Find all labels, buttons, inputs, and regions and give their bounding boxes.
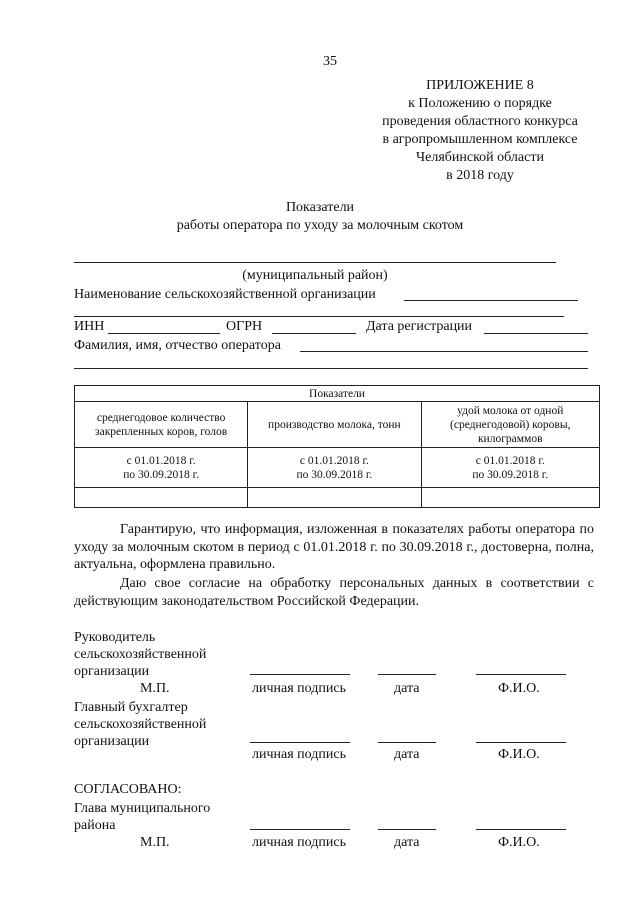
district-caption: (муниципальный район) xyxy=(242,268,388,283)
period-line: с 01.01.2018 г. xyxy=(299,454,369,467)
ogrn-label: ОГРН xyxy=(226,319,263,334)
fio-caption: Ф.И.О. xyxy=(498,835,540,850)
fio-line[interactable] xyxy=(476,674,566,675)
inn-label: ИНН xyxy=(74,319,105,334)
column-milk-yield-line: удой молока от одной xyxy=(457,404,564,417)
accountant-title-line: Главный бухгалтер xyxy=(74,700,188,715)
table-header-row xyxy=(75,386,600,402)
period-line: с 01.01.2018 г. xyxy=(475,454,545,467)
reg-date-field[interactable] xyxy=(484,333,588,334)
heading-subtitle: работы оператора по уходу за молочным скотом xyxy=(176,218,464,233)
heading-title: Показатели xyxy=(285,200,355,215)
operator-label: Фамилия, имя, отчество оператора xyxy=(74,338,281,353)
district-line[interactable] xyxy=(74,262,556,263)
column-cows-line: закрепленных коров, голов xyxy=(95,425,228,438)
org-name-field[interactable] xyxy=(404,300,578,301)
date-caption: дата xyxy=(394,681,420,696)
period-line: по 30.09.2018 г. xyxy=(472,468,549,481)
stamp-label: М.П. xyxy=(140,835,170,850)
head-title-line: сельскохозяйственной xyxy=(74,647,207,662)
column-cows xyxy=(75,402,248,448)
date-caption: дата xyxy=(394,747,420,762)
fio-line[interactable] xyxy=(476,742,566,743)
date-caption: дата xyxy=(394,835,420,850)
signature-caption: личная подпись xyxy=(252,681,346,696)
page-number: 35 xyxy=(323,54,337,69)
table-cell-period xyxy=(75,448,248,488)
table-cell-yield-value[interactable] xyxy=(421,488,600,508)
fio-line[interactable] xyxy=(476,829,566,830)
reg-date-label: Дата регистрации xyxy=(366,319,473,334)
period-line: по 30.09.2018 г. xyxy=(296,468,373,481)
appendix-line: в 2018 году xyxy=(446,168,514,183)
district-head-title-line: Глава муниципального xyxy=(74,801,211,816)
head-title-line: Руководитель xyxy=(74,630,156,645)
appendix-title: ПРИЛОЖЕНИЕ 8 xyxy=(426,78,534,93)
column-milk-yield xyxy=(421,402,600,448)
table-cell-milk-value[interactable] xyxy=(248,488,421,508)
signature-line[interactable] xyxy=(250,742,350,743)
accountant-title-line: организации xyxy=(74,734,150,749)
date-line[interactable] xyxy=(378,742,436,743)
column-milk-production xyxy=(248,402,421,448)
table-columns-row xyxy=(75,402,600,448)
appendix-line: проведения областного конкурса xyxy=(382,114,578,129)
period-line: с 01.01.2018 г. xyxy=(126,454,196,467)
indicators-table xyxy=(74,385,600,508)
consent-paragraph: Даю свое согласие на обработку персональных данных в соответствии с действующим законодательством Российской Федерации. xyxy=(74,576,594,609)
period-line: по 30.09.2018 г. xyxy=(123,468,199,481)
column-milk-yield-line: (среднегодовой) коровы, xyxy=(450,418,571,431)
appendix-line: к Положению о порядке xyxy=(408,96,552,111)
table-header: Показатели xyxy=(75,386,600,402)
signature-line[interactable] xyxy=(250,674,350,675)
date-line[interactable] xyxy=(378,674,436,675)
ogrn-field[interactable] xyxy=(272,333,356,334)
stamp-label: М.П. xyxy=(140,681,170,696)
appendix-line: в агропромышленном комплексе xyxy=(382,132,578,147)
fio-caption: Ф.И.О. xyxy=(498,681,540,696)
column-milk-yield-line: килограммов xyxy=(477,432,543,445)
operator-field-continued[interactable] xyxy=(74,368,588,369)
signature-caption: личная подпись xyxy=(252,835,346,850)
date-line[interactable] xyxy=(378,829,436,830)
table-cell-period xyxy=(248,448,421,488)
guarantee-paragraph: Гарантирую, что информация, изложенная в показателях работы оператора по уходу за молочным скотом в период с 01.01.2018 г. по 30.09.2018 г., достоверна, полна, актуальна, оформлена правильно. xyxy=(74,522,594,572)
org-name-label: Наименование сельскохозяйственной организации xyxy=(74,287,376,302)
district-head-title-line: района xyxy=(74,818,116,833)
signature-line[interactable] xyxy=(250,829,350,830)
org-name-field-continued[interactable] xyxy=(74,316,564,317)
accountant-title-line: сельскохозяйственной xyxy=(74,717,207,732)
fio-caption: Ф.И.О. xyxy=(498,747,540,762)
table-cell-period xyxy=(421,448,600,488)
table-cell-cows-value[interactable] xyxy=(75,488,248,508)
table-period-row xyxy=(75,448,600,488)
operator-field[interactable] xyxy=(300,351,588,352)
column-cows-line: среднегодовое количество xyxy=(96,411,226,424)
head-title-line: организации xyxy=(74,664,150,679)
appendix-line: Челябинской области xyxy=(416,150,544,165)
inn-field[interactable] xyxy=(108,333,220,334)
agreed-label: СОГЛАСОВАНО: xyxy=(74,782,182,797)
signature-caption: личная подпись xyxy=(252,747,346,762)
column-milk-production-line: производство молока, тонн xyxy=(268,418,401,431)
table-value-row xyxy=(75,488,600,508)
